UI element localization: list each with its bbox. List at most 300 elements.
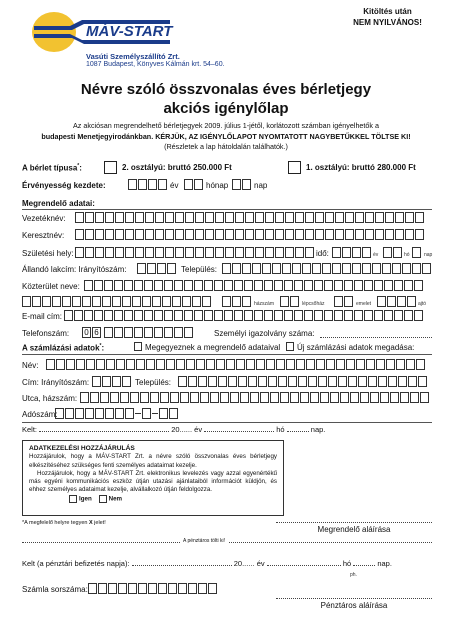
letter-box[interactable] [366, 359, 375, 370]
letter-box[interactable] [164, 327, 173, 338]
letter-box[interactable] [370, 392, 379, 403]
letter-box[interactable] [290, 296, 299, 307]
customer-signature-line[interactable] [276, 522, 432, 523]
letter-box[interactable] [232, 263, 241, 274]
letter-box[interactable] [248, 376, 257, 387]
letter-box[interactable] [170, 392, 179, 403]
letter-box[interactable] [412, 247, 421, 258]
letter-box[interactable] [165, 229, 174, 240]
address-zip-field[interactable] [137, 263, 177, 274]
letter-box[interactable] [175, 247, 184, 258]
billing-zip-field[interactable] [92, 376, 132, 387]
letter-box[interactable] [402, 263, 411, 274]
validity-month-field[interactable] [184, 179, 204, 190]
letter-box[interactable] [352, 247, 361, 258]
letter-box[interactable] [395, 212, 404, 223]
letter-box[interactable] [125, 212, 134, 223]
letter-box[interactable] [256, 359, 265, 370]
surname-field[interactable] [75, 212, 425, 223]
email-field[interactable] [64, 310, 424, 321]
letter-box[interactable] [410, 392, 419, 403]
letter-box[interactable] [130, 392, 139, 403]
letter-box[interactable] [326, 359, 335, 370]
letter-box[interactable] [294, 280, 303, 291]
letter-box[interactable] [85, 229, 94, 240]
letter-box[interactable] [114, 280, 123, 291]
letter-box[interactable] [314, 310, 323, 321]
letter-box[interactable] [137, 263, 146, 274]
letter-box[interactable] [84, 280, 93, 291]
letter-box[interactable] [265, 229, 274, 240]
letter-box[interactable] [225, 229, 234, 240]
letter-box[interactable] [354, 310, 363, 321]
invoice-number-field[interactable] [88, 583, 218, 594]
letter-box[interactable] [404, 280, 413, 291]
letter-box[interactable] [397, 296, 406, 307]
address-town-field[interactable] [222, 263, 432, 274]
letter-box[interactable] [268, 376, 277, 387]
letter-box[interactable] [92, 376, 101, 387]
letter-box[interactable] [165, 247, 174, 258]
letter-box[interactable] [135, 247, 144, 258]
payment-month-field[interactable] [267, 565, 341, 566]
letter-box[interactable] [46, 359, 55, 370]
letter-box[interactable] [282, 263, 291, 274]
letter-box[interactable] [400, 392, 409, 403]
letter-box[interactable] [192, 296, 201, 307]
letter-box[interactable] [245, 247, 254, 258]
letter-box[interactable] [276, 359, 285, 370]
billing-name-field[interactable] [46, 359, 426, 370]
letter-box[interactable] [334, 280, 343, 291]
payment-day-field[interactable] [353, 565, 375, 566]
letter-box[interactable] [152, 296, 161, 307]
letter-box[interactable] [414, 310, 423, 321]
letter-box[interactable] [178, 376, 187, 387]
letter-box[interactable] [398, 376, 407, 387]
letter-box[interactable] [288, 376, 297, 387]
letter-box[interactable] [92, 296, 101, 307]
letter-box[interactable] [295, 247, 304, 258]
letter-box[interactable] [145, 229, 154, 240]
letter-box[interactable] [205, 212, 214, 223]
letter-box[interactable] [56, 359, 65, 370]
letter-box[interactable] [188, 376, 197, 387]
consent-no-checkbox[interactable] [99, 495, 107, 503]
letter-box[interactable] [184, 310, 193, 321]
letter-box[interactable] [215, 212, 224, 223]
firstname-field[interactable] [75, 229, 425, 240]
floor-field[interactable] [334, 296, 354, 307]
letter-box[interactable] [340, 392, 349, 403]
letter-box[interactable] [240, 392, 249, 403]
street-field-line1[interactable] [84, 280, 424, 291]
letter-box[interactable] [32, 296, 41, 307]
letter-box[interactable] [144, 327, 153, 338]
letter-box[interactable] [162, 296, 171, 307]
letter-box[interactable] [82, 296, 91, 307]
letter-box[interactable] [142, 296, 151, 307]
letter-box[interactable] [188, 583, 197, 594]
letter-box[interactable] [140, 392, 149, 403]
letter-box[interactable] [104, 327, 113, 338]
letter-box[interactable] [364, 310, 373, 321]
letter-box[interactable] [220, 392, 229, 403]
letter-box[interactable] [384, 280, 393, 291]
letter-box[interactable] [210, 392, 219, 403]
letter-box[interactable] [405, 212, 414, 223]
letter-box[interactable] [134, 310, 143, 321]
letter-box[interactable] [310, 392, 319, 403]
letter-box[interactable] [378, 376, 387, 387]
letter-box[interactable] [42, 296, 51, 307]
letter-box[interactable] [368, 376, 377, 387]
letter-box[interactable] [262, 263, 271, 274]
letter-box[interactable] [416, 359, 425, 370]
letter-box[interactable] [145, 247, 154, 258]
letter-box[interactable] [115, 212, 124, 223]
billing-same-checkbox[interactable] [134, 342, 142, 351]
letter-box[interactable] [182, 296, 191, 307]
letter-box[interactable] [108, 583, 117, 594]
stair-field[interactable] [280, 296, 300, 307]
letter-box[interactable] [324, 280, 333, 291]
letter-box[interactable] [88, 583, 97, 594]
letter-box[interactable] [358, 376, 367, 387]
letter-box[interactable] [242, 263, 251, 274]
birth-day-field[interactable] [412, 247, 422, 258]
letter-box[interactable] [112, 376, 121, 387]
letter-box[interactable] [106, 359, 115, 370]
letter-box[interactable] [172, 296, 181, 307]
letter-box[interactable] [244, 280, 253, 291]
letter-box[interactable] [344, 310, 353, 321]
letter-box[interactable] [185, 229, 194, 240]
id-card-field[interactable] [320, 337, 432, 338]
letter-box[interactable] [52, 296, 61, 307]
letter-box[interactable] [334, 310, 343, 321]
letter-box[interactable] [394, 310, 403, 321]
letter-box[interactable] [174, 327, 183, 338]
letter-box[interactable] [304, 310, 313, 321]
letter-box[interactable] [205, 229, 214, 240]
letter-box[interactable] [385, 212, 394, 223]
letter-box[interactable] [167, 263, 176, 274]
letter-box[interactable] [284, 280, 293, 291]
letter-box[interactable] [174, 310, 183, 321]
door-field[interactable] [377, 296, 417, 307]
letter-box[interactable] [122, 376, 131, 387]
letter-box[interactable] [334, 296, 343, 307]
letter-box[interactable] [126, 359, 135, 370]
letter-box[interactable] [265, 212, 274, 223]
letter-box[interactable] [344, 296, 353, 307]
payment-place-field[interactable] [132, 565, 232, 566]
letter-box[interactable] [375, 229, 384, 240]
letter-box[interactable] [146, 359, 155, 370]
letter-box[interactable] [394, 280, 403, 291]
letter-box[interactable] [408, 376, 417, 387]
letter-box[interactable] [176, 359, 185, 370]
letter-box[interactable] [116, 359, 125, 370]
letter-box[interactable] [265, 247, 274, 258]
letter-box[interactable] [198, 583, 207, 594]
letter-box[interactable] [315, 229, 324, 240]
letter-box[interactable] [194, 310, 203, 321]
letter-box[interactable] [86, 359, 95, 370]
letter-box[interactable] [195, 247, 204, 258]
letter-box[interactable] [336, 359, 345, 370]
birth-year-field[interactable] [332, 247, 372, 258]
letter-box[interactable] [278, 376, 287, 387]
letter-box[interactable] [328, 376, 337, 387]
letter-box[interactable] [98, 583, 107, 594]
letter-box[interactable] [342, 247, 351, 258]
letter-box[interactable] [215, 229, 224, 240]
letter-box[interactable] [214, 280, 223, 291]
letter-box[interactable] [64, 310, 73, 321]
letter-box[interactable] [360, 392, 369, 403]
letter-box[interactable] [325, 212, 334, 223]
letter-box[interactable] [110, 392, 119, 403]
letter-box[interactable] [305, 247, 314, 258]
letter-box[interactable] [95, 229, 104, 240]
letter-box[interactable] [314, 280, 323, 291]
letter-box[interactable] [380, 392, 389, 403]
letter-box[interactable] [150, 392, 159, 403]
letter-box[interactable] [354, 280, 363, 291]
letter-box[interactable] [384, 310, 393, 321]
letter-box[interactable] [80, 392, 89, 403]
letter-box[interactable] [128, 583, 137, 594]
letter-box[interactable] [346, 359, 355, 370]
letter-box[interactable] [85, 247, 94, 258]
letter-box[interactable] [388, 376, 397, 387]
phone-field[interactable] [82, 327, 102, 338]
letter-box[interactable] [105, 212, 114, 223]
letter-box[interactable] [226, 359, 235, 370]
place-field[interactable] [39, 431, 169, 432]
letter-box[interactable] [345, 212, 354, 223]
letter-box[interactable] [405, 229, 414, 240]
consent-yes-checkbox[interactable] [69, 495, 77, 503]
letter-box[interactable] [85, 212, 94, 223]
letter-box[interactable] [124, 310, 133, 321]
letter-box[interactable] [355, 229, 364, 240]
letter-box[interactable] [255, 247, 264, 258]
letter-box[interactable] [206, 359, 215, 370]
letter-box[interactable] [72, 296, 81, 307]
letter-box[interactable] [238, 376, 247, 387]
letter-box[interactable] [294, 310, 303, 321]
letter-box[interactable] [285, 229, 294, 240]
letter-box[interactable] [260, 392, 269, 403]
letter-box[interactable] [422, 263, 431, 274]
letter-box[interactable] [414, 280, 423, 291]
letter-box[interactable] [74, 310, 83, 321]
letter-box[interactable] [208, 376, 217, 387]
tax-number-field[interactable] [55, 408, 179, 419]
billing-street-field[interactable] [80, 392, 430, 403]
letter-box[interactable] [274, 310, 283, 321]
letter-box[interactable] [274, 280, 283, 291]
letter-box[interactable] [114, 310, 123, 321]
letter-box[interactable] [286, 359, 295, 370]
letter-box[interactable] [232, 296, 241, 307]
letter-box[interactable] [115, 247, 124, 258]
letter-box[interactable] [124, 280, 133, 291]
letter-box[interactable] [412, 263, 421, 274]
letter-box[interactable] [234, 310, 243, 321]
letter-box[interactable] [75, 247, 84, 258]
letter-box[interactable] [62, 296, 71, 307]
letter-box[interactable] [234, 280, 243, 291]
letter-box[interactable] [418, 376, 427, 387]
letter-box[interactable] [105, 247, 114, 258]
letter-box[interactable] [342, 263, 351, 274]
letter-box[interactable] [174, 280, 183, 291]
letter-box[interactable] [300, 392, 309, 403]
letter-box[interactable] [244, 310, 253, 321]
letter-box[interactable] [125, 247, 134, 258]
letter-box[interactable] [275, 247, 284, 258]
letter-box[interactable] [216, 359, 225, 370]
letter-box[interactable] [144, 310, 153, 321]
letter-box[interactable] [275, 212, 284, 223]
letter-box[interactable] [322, 263, 331, 274]
letter-box[interactable] [390, 392, 399, 403]
letter-box[interactable] [105, 229, 114, 240]
letter-box[interactable] [75, 212, 84, 223]
letter-box[interactable] [184, 327, 193, 338]
letter-box[interactable] [325, 229, 334, 240]
letter-box[interactable] [406, 359, 415, 370]
letter-box[interactable] [254, 280, 263, 291]
letter-box[interactable] [185, 212, 194, 223]
letter-box[interactable] [75, 229, 84, 240]
letter-box[interactable] [94, 310, 103, 321]
street-field-line2[interactable] [22, 296, 212, 307]
letter-box[interactable] [165, 212, 174, 223]
letter-box[interactable] [415, 229, 424, 240]
letter-box[interactable] [302, 263, 311, 274]
letter-box[interactable] [148, 583, 157, 594]
letter-box[interactable] [164, 280, 173, 291]
letter-box[interactable] [222, 296, 231, 307]
letter-box[interactable] [255, 212, 264, 223]
letter-box[interactable] [266, 359, 275, 370]
letter-box[interactable] [392, 263, 401, 274]
letter-box[interactable] [285, 212, 294, 223]
letter-box[interactable] [374, 310, 383, 321]
letter-box[interactable] [95, 247, 104, 258]
letter-box[interactable] [365, 229, 374, 240]
letter-box[interactable] [168, 583, 177, 594]
letter-box[interactable] [202, 296, 211, 307]
letter-box[interactable] [374, 280, 383, 291]
letter-box[interactable] [214, 310, 223, 321]
letter-box[interactable] [180, 392, 189, 403]
letter-box[interactable] [66, 359, 75, 370]
letter-box[interactable] [264, 310, 273, 321]
letter-box[interactable] [198, 376, 207, 387]
letter-box[interactable] [102, 376, 111, 387]
letter-box[interactable] [22, 296, 31, 307]
letter-box[interactable] [308, 376, 317, 387]
letter-box[interactable] [335, 212, 344, 223]
letter-box[interactable] [125, 229, 134, 240]
letter-box[interactable] [158, 583, 167, 594]
letter-box[interactable] [362, 263, 371, 274]
letter-box[interactable] [404, 310, 413, 321]
letter-box[interactable] [157, 263, 166, 274]
letter-box[interactable] [382, 263, 391, 274]
house-number-field[interactable] [222, 296, 252, 307]
letter-box[interactable] [114, 327, 123, 338]
letter-box[interactable] [393, 247, 402, 258]
letter-box[interactable] [154, 310, 163, 321]
letter-box[interactable] [407, 296, 416, 307]
letter-box[interactable] [76, 359, 85, 370]
letter-box[interactable] [190, 392, 199, 403]
letter-box[interactable] [147, 263, 156, 274]
letter-box[interactable] [395, 229, 404, 240]
letter-box[interactable] [204, 310, 213, 321]
letter-box[interactable] [134, 280, 143, 291]
letter-box[interactable] [315, 212, 324, 223]
letter-box[interactable] [332, 263, 341, 274]
letter-box[interactable] [138, 583, 147, 594]
letter-box[interactable] [175, 212, 184, 223]
letter-box[interactable] [375, 212, 384, 223]
letter-box[interactable] [295, 212, 304, 223]
letter-box[interactable] [296, 359, 305, 370]
letter-box[interactable] [134, 327, 143, 338]
letter-box[interactable] [250, 392, 259, 403]
phone-number-field[interactable] [104, 327, 194, 338]
letter-box[interactable] [285, 247, 294, 258]
letter-box[interactable] [387, 296, 396, 307]
letter-box[interactable] [90, 392, 99, 403]
letter-box[interactable] [295, 229, 304, 240]
letter-box[interactable] [270, 392, 279, 403]
letter-box[interactable] [304, 280, 313, 291]
day-field[interactable] [287, 431, 309, 432]
letter-box[interactable] [132, 296, 141, 307]
letter-box[interactable] [230, 392, 239, 403]
letter-box[interactable] [298, 376, 307, 387]
letter-box[interactable] [104, 310, 113, 321]
letter-box[interactable] [154, 280, 163, 291]
letter-box[interactable] [338, 376, 347, 387]
letter-box[interactable] [122, 296, 131, 307]
birthplace-field[interactable] [75, 247, 315, 258]
letter-box[interactable] [135, 212, 144, 223]
letter-box[interactable] [292, 263, 301, 274]
letter-box[interactable] [194, 280, 203, 291]
letter-box[interactable] [318, 376, 327, 387]
letter-box[interactable] [344, 280, 353, 291]
letter-box[interactable] [330, 392, 339, 403]
letter-box[interactable] [112, 296, 121, 307]
letter-box[interactable] [335, 229, 344, 240]
letter-box[interactable] [377, 296, 386, 307]
letter-box[interactable] [372, 263, 381, 274]
letter-box[interactable] [166, 359, 175, 370]
letter-box[interactable] [185, 247, 194, 258]
letter-box[interactable] [224, 280, 233, 291]
letter-box[interactable] [255, 229, 264, 240]
